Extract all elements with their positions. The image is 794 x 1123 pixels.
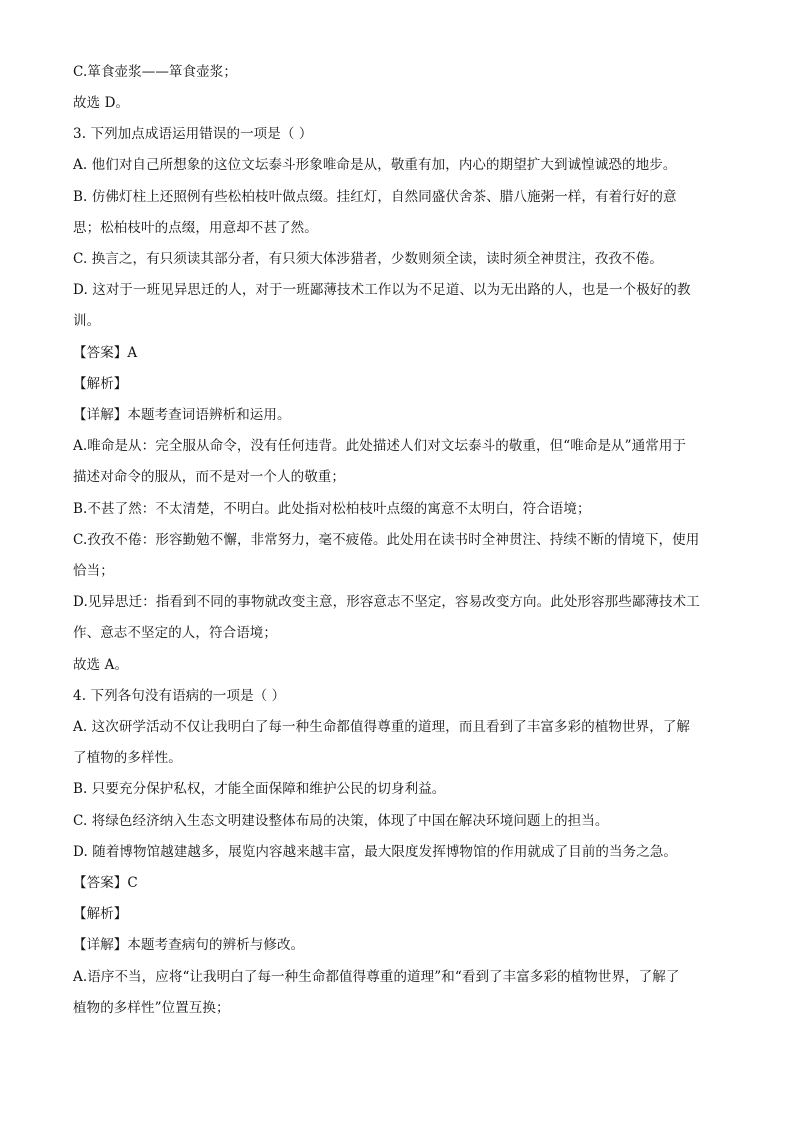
explanation-c-continued: 恰当； bbox=[73, 563, 114, 579]
question-3-stem: 3. 下列加点成语运用错误的一项是（ ） bbox=[73, 126, 313, 142]
option-a: A. 他们对自己所想象的这位文坛泰斗形象唯命是从，敬重有加，内心的期望扩大到诚惶诚恐的地步。 bbox=[73, 157, 677, 173]
option-c: C. 将绿色经济纳入生态文明建设整体布局的决策，体现了中国在解决环境问题上的担当。 bbox=[73, 813, 609, 829]
detail-label: 【详解】本题考查词语辨析和运用。 bbox=[73, 407, 291, 423]
answer-label: 【答案】C bbox=[73, 875, 138, 891]
option-b: B. 仿佛灯柱上还照例有些松柏枝叶做点缀。挂红灯，自然同盛伏舍茶、腊八施粥一样，有着行好的意 bbox=[73, 189, 677, 205]
explanation-a-continued: 描述对命令的服从，而不是对一个人的敬重； bbox=[73, 469, 345, 485]
option-a: A. 这次研学活动不仅让我明白了每一种生命都值得尊重的道理，而且看到了丰富多彩的植物世界，了解 bbox=[73, 719, 691, 735]
option-d: D. 随着博物馆越建越多，展览内容越来越丰富，最大限度发挥博物馆的作用就成了目前的当务之急。 bbox=[73, 844, 678, 860]
option-d: D. 这对于一班见异思迁的人，对于一班鄙薄技术工作以为不足道、以为无出路的人，也是一个极好的教 bbox=[73, 282, 691, 298]
analysis-label: 【解析】 bbox=[73, 376, 128, 392]
analysis-label: 【解析】 bbox=[73, 906, 128, 922]
explanation-a: A.唯命是从：完全服从命令，没有任何违背。此处描述人们对文坛泰斗的敬重，但“唯命是从”通常用于 bbox=[73, 438, 687, 454]
explanation-d: D.见异思迁：指看到不同的事物就改变主意，形容意志不坚定，容易改变方向。此处形容那些鄙薄技术工 bbox=[73, 594, 700, 610]
detail-label: 【详解】本题考查病句的辨析与修改。 bbox=[73, 937, 305, 953]
option-d-continued: 训。 bbox=[73, 313, 101, 329]
question-4-stem: 4. 下列各句没有语病的一项是（ ） bbox=[73, 688, 286, 704]
option-a-continued: 了植物的多样性。 bbox=[73, 750, 182, 766]
explanation-b: B.不甚了然：不太清楚，不明白。此处指对松柏枝叶点缀的寓意不太明白，符合语境； bbox=[73, 501, 591, 517]
explanation-a-continued: 植物的多样性”位置互换； bbox=[73, 1000, 230, 1016]
text-line: 故选 D。 bbox=[73, 95, 130, 111]
option-c: C. 换言之，有只须读其部分者，有只须大体涉猎者，少数则须全读，读时须全神贯注，孜孜不倦。 bbox=[73, 251, 663, 267]
choice-conclusion: 故选 A。 bbox=[73, 657, 129, 673]
option-b-continued: 思；松柏枝叶的点缀，用意却不甚了然。 bbox=[73, 220, 318, 236]
answer-label: 【答案】A bbox=[73, 345, 138, 361]
explanation-c: C.孜孜不倦：形容勤勉不懈，非常努力，毫不疲倦。此处用在读书时全神贯注、持续不断的情境下，使用 bbox=[73, 532, 700, 548]
explanation-d-continued: 作、意志不坚定的人，符合语境； bbox=[73, 625, 277, 641]
option-b: B. 只要充分保护私权，才能全面保障和维护公民的切身利益。 bbox=[73, 781, 446, 797]
explanation-a: A.语序不当，应将“让我明白了每一种生命都值得尊重的道理”和“看到了丰富多彩的植物世界，了解了 bbox=[73, 969, 680, 985]
text-line: C.箪食壶浆——箪食壶浆； bbox=[73, 64, 237, 80]
